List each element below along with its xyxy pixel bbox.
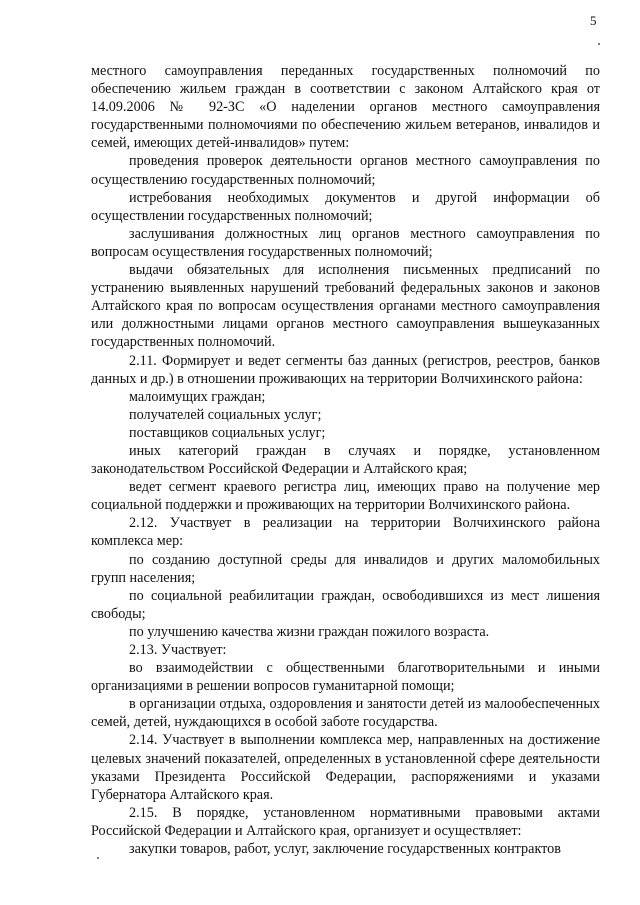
paragraph: 2.12. Участвует в реализации на территории Волчихинского района комплекса мер:	[91, 515, 600, 550]
paragraph: 2.11. Формирует и ведет сегменты баз данных (регистров, реестров, банков данных и др.) в отношении проживающих на территории Волчихинского района:	[91, 352, 600, 387]
paragraph: по созданию доступной среды для инвалидов и других маломобильных групп населения;	[91, 551, 600, 586]
paragraph: 2.13. Участвует:	[129, 642, 227, 658]
paragraph: выдачи обязательных для исполнения письменных предписаний по устранению выявленных нарушений требований федеральных законов и законов Алтайского края по вопросам осуществления органами местного самоуправления или должностными лицами органов местного самоуправления вышеуказанных государственных полномочий.	[91, 262, 600, 351]
paragraph: 2.15. В порядке, установленном нормативными правовыми актами Российской Федерации и Алтайского края, организует и осуществляет:	[91, 804, 600, 839]
paragraph: во взаимодействии с общественными благотворительными и иными организациями в решении вопросов гуманитарной помощи;	[91, 660, 600, 695]
paragraph: по улучшению качества жизни граждан пожилого возраста.	[129, 623, 490, 640]
paragraph: 2.14. Участвует в выполнении комплекса мер, направленных на достижение целевых значений показателей, определенных в установленной сфере деятельности указами Президента Российской Федерации, распоряжениями и указами Губернатора Алтайского края.	[91, 732, 600, 803]
paragraph: заслушивания должностных лиц органов местного самоуправления по вопросам осуществления государственных полномочий;	[91, 225, 600, 260]
paragraph: закупки товаров, работ, услуг, заключение государственных контрактов	[129, 841, 561, 858]
paragraph: в организации отдыха, оздоровления и занятости детей из малообеспеченных семей, детей, нуждающихся в особой заботе государства.	[91, 696, 600, 731]
paragraph: ведет сегмент краевого регистра лиц, имеющих право на получение мер социальной поддержки и проживающих на территории Волчихинского района.	[91, 479, 600, 514]
page-number: 5	[590, 13, 597, 28]
paragraph: получателей социальных услуг;	[129, 406, 322, 423]
paragraph: местного самоуправления переданных государственных полномочий по обеспечению жильем граждан в соответствии с законом Алтайского края от 14.09.2006 № 92-ЗС «О наделении органов местного самоуправления государственными полномочиями по обеспечению жильем ветеранов, инвалидов и семей, имеющих детей-инвалидов» путем:	[91, 63, 600, 152]
paragraph: по социальной реабилитации граждан, освободившихся из мест лишения свободы;	[91, 587, 600, 622]
paragraph: поставщиков социальных услуг;	[129, 424, 326, 441]
paragraph: проведения проверок деятельности органов местного самоуправления по осуществлению государственных полномочий;	[91, 153, 600, 188]
document-body	[91, 62, 600, 858]
paragraph: истребования необходимых документов и другой информации об осуществлении государственных полномочий;	[91, 189, 600, 224]
scan-speck	[598, 43, 600, 45]
paragraph: малоимущих граждан;	[129, 388, 266, 405]
paragraph: иных категорий граждан в случаях и порядке, установленном законодательством Российской Федерации и Алтайского края;	[91, 442, 600, 478]
